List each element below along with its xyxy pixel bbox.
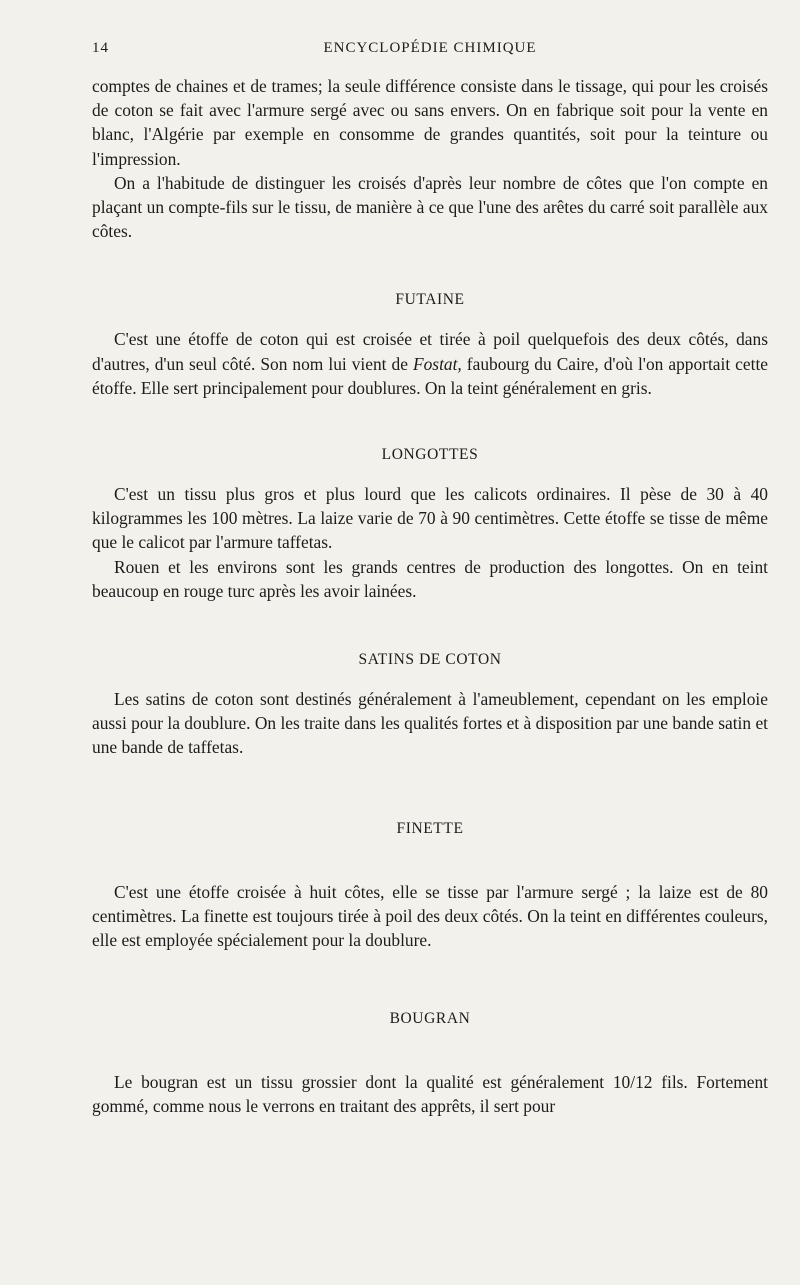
running-head [92,36,768,62]
running-title: ENCYCLOPÉDIE CHIMIQUE [323,40,537,56]
longottes-paragraph-1: C'est un tissu plus gros et plus lourd que les calicots ordinaires. Il pèse de 30 à 40 kilogrammes les 100 mètres. La laize varie de 70 à 90 centimètres. Cette étoffe se tisse de même que le calicot par l'armure taffetas. [92,484,768,553]
heading-longottes: LONGOTTES [381,446,479,464]
finette-paragraph: C'est une étoffe croisée à huit côtes, elle se tisse par l'armure sergé ; la laize est de 80 centimètres. La finette est toujours tirée à poil des deux côtés. On la teint en différentes couleurs, elle est employée spécialement pour la doublure. [92,881,768,951]
heading-finette: FINETTE [396,819,464,837]
page-number: 14 [92,40,109,56]
futaine-paragraph [92,327,768,400]
book-page [92,36,768,1119]
intro-paragraph-continued: comptes de chaines et de trames; la seule différence consiste dans le tissage, qui pour les croisés de coton se fait avec l'armure sergé avec ou sans envers. On en fabrique soit pour la vente en blanc, l'Algérie par exemple en consomme de grandes quantités, soit pour la teinture ou l'impression. [92,76,768,169]
intro-paragraph: On a l'habitude de distinguer les croisés d'après leur nombre de côtes que l'on compte en plaçant un compte-fils sur le tissu, de manière à ce que l'une des arêtes du carré soit parallèle aux côtes. [92,172,768,242]
heading-bougran: BOUGRAN [389,1010,471,1028]
futaine-text-end: faubourg du Caire, d'où l'on apportait cette étoffe. Elle sert principalement pour doublures. On la teint généralement en gris. [92,353,769,398]
futaine-text-start: C'est une étoffe de coton qui est croisée et tirée à poil quelquefois des deux côtés, dans d'autres, d'un seul côté. Son nom lui vient de [92,329,768,374]
longottes-paragraph-2: Rouen et les environs sont les grands centres de production des longottes. On en teint beaucoup en rouge turc après les avoir lainées. [92,556,768,601]
bougran-paragraph: Le bougran est un tissu grossier dont la qualité est généralement 10/12 fils. Fortement gommé, comme nous le verrons en traitant des apprêts, il sert pour [92,1072,768,1117]
satins-paragraph: Les satins de coton sont destinés généralement à l'ameublement, cependant on les emploie aussi pour la doublure. On les traite dans les qualités fortes et à disposition par une bande satin et une bande de taffetas. [92,689,768,758]
heading-futaine: FUTAINE [395,291,465,309]
futaine-emphasis: Fostat, [412,353,462,374]
intro-section [92,74,768,243]
heading-satins: SATINS DE COTON [358,651,502,669]
